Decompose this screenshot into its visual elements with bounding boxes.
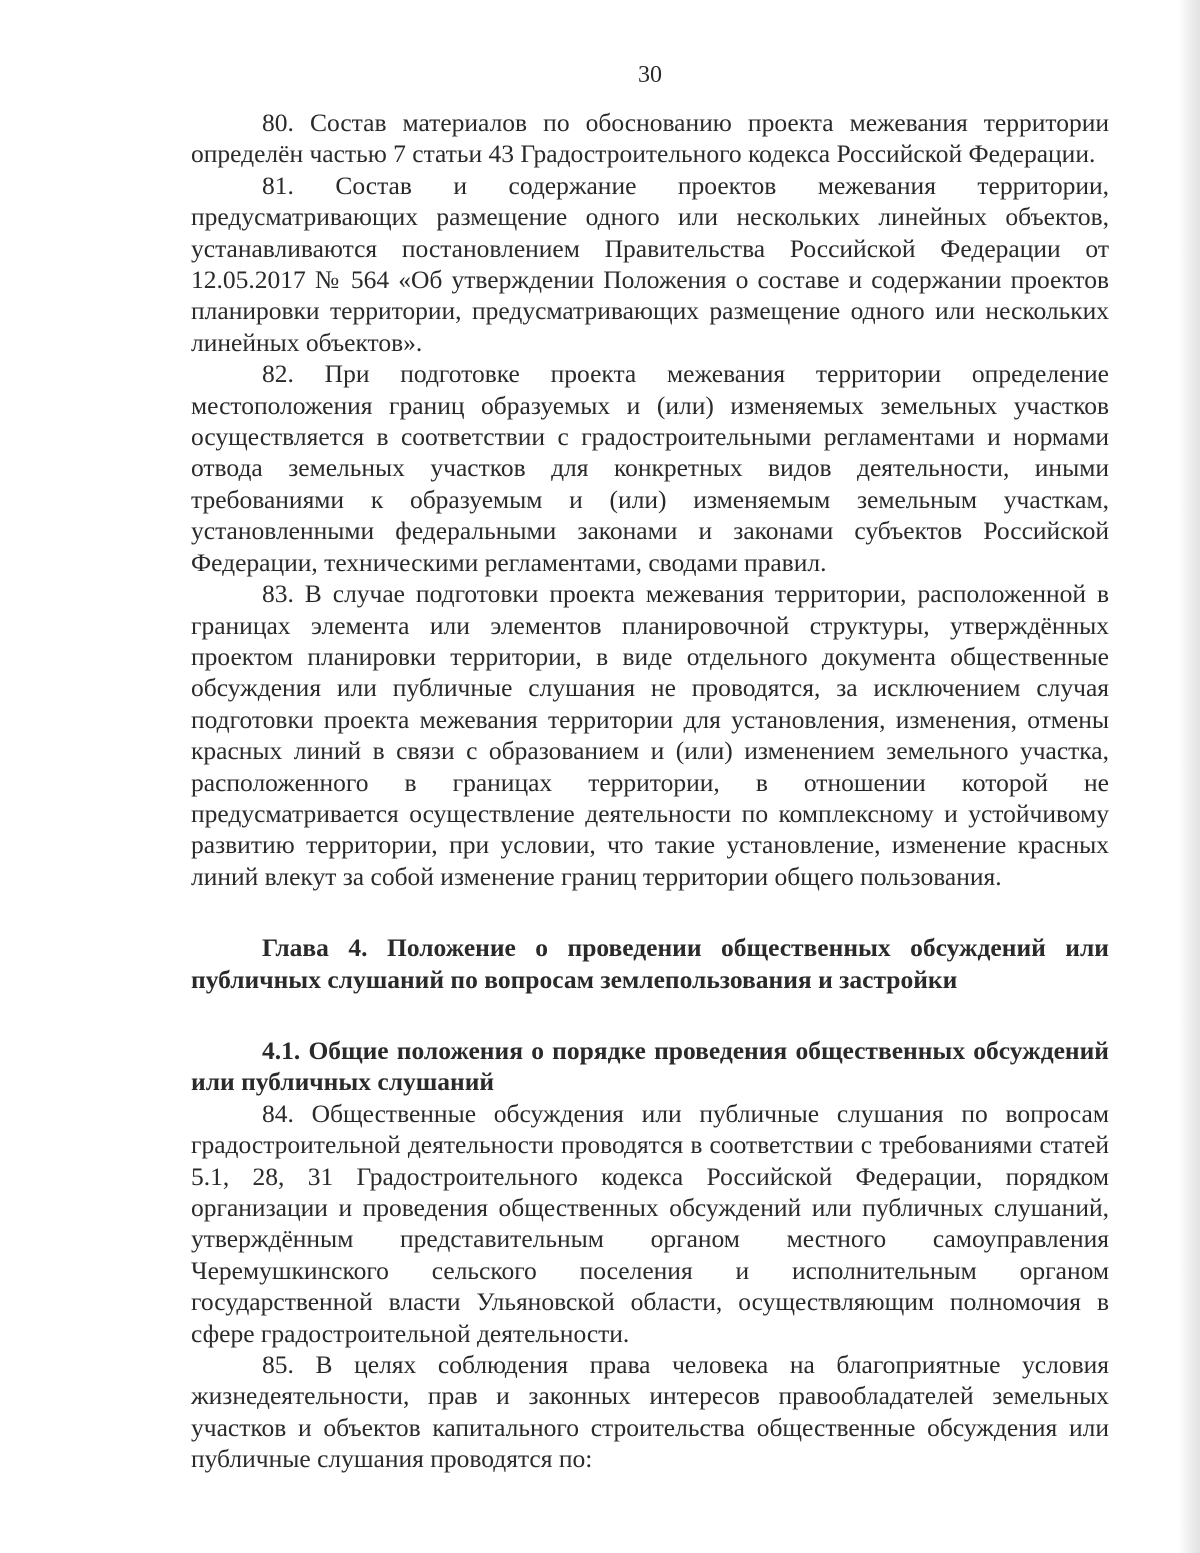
- document-body: [191, 107, 1109, 1475]
- paragraph-82: 82. При подготовке проекта межевания территории определение местоположения границ образуемых и (или) изменяемых земельных участков осуществляется в соответствии с градостроительными регламентами и нормами отвода земельных участков для конкретных видов деятельности, иными требованиями к образуемым и (или) изменяемым земельным участкам, установленными федеральными законами и законами субъектов Российской Федерации, техническими регламентами, сводами правил.: [191, 359, 1109, 577]
- chapter-heading: Глава 4. Положение о проведении общественных обсуждений или публичных слушаний по вопросам землепользования и застройки: [191, 933, 1109, 994]
- paragraph-85: 85. В целях соблюдения права человека на благоприятные условия жизнедеятельности, прав и законных интересов правообладателей земельных участков и объектов капитального строительства общественные обсуждения или публичные слушания проводятся по:: [191, 1350, 1109, 1474]
- scan-shadow-edge: [1178, 0, 1200, 1553]
- section-heading: 4.1. Общие положения о порядке проведения общественных обсуждений или публичных слушаний: [191, 1035, 1109, 1097]
- paragraph-83: 83. В случае подготовки проекта межевания территории, расположенной в границах элемента или элементов планировочной структуры, утверждённых проектом планировки территории, в виде отдельного документа общественные обсуждения или публичные слушания не проводятся, за исключением случая подготовки проекта межевания территории для установления, изменения, отмены красных линий в связи с образованием и (или) изменением земельного участка, расположенного в границах территории, в отношении которой не предусматривается осуществление деятельности по комплексному и устойчивому развитию территории, при условии, что такие установление, изменение красных линий влекут за собой изменение границ территории общего пользования.: [191, 579, 1109, 891]
- paragraph-84: 84. Общественные обсуждения или публичные слушания по вопросам градостроительной деятельности проводятся в соответствии с требованиями статей 5.1, 28, 31 Градостроительного кодекса Российской Федерации, порядком организации и проведения общественных обсуждений или публичных слушаний, утверждённым представительным органом местного самоуправления Черемушкинского сельского поселения и исполнительным органом государственной власти Ульяновской области, осуществляющим полномочия в сфере градостроительной деятельности.: [191, 1098, 1109, 1348]
- page-number: 30: [638, 62, 662, 88]
- paragraph-81: 81. Состав и содержание проектов межевания территории, предусматривающих размещение одного или нескольких линейных объектов, устанавливаются постановлением Правительства Российской Федерации от 12.05.2017 № 564 «Об утверждении Положения о составе и содержании проектов планировки территории, предусматривающих размещение одного или нескольких линейных объектов».: [191, 170, 1109, 357]
- paragraph-80: 80. Состав материалов по обоснованию проекта межевания территории определён частью 7 статьи 43 Градостроительного кодекса Российской Федерации.: [191, 108, 1109, 169]
